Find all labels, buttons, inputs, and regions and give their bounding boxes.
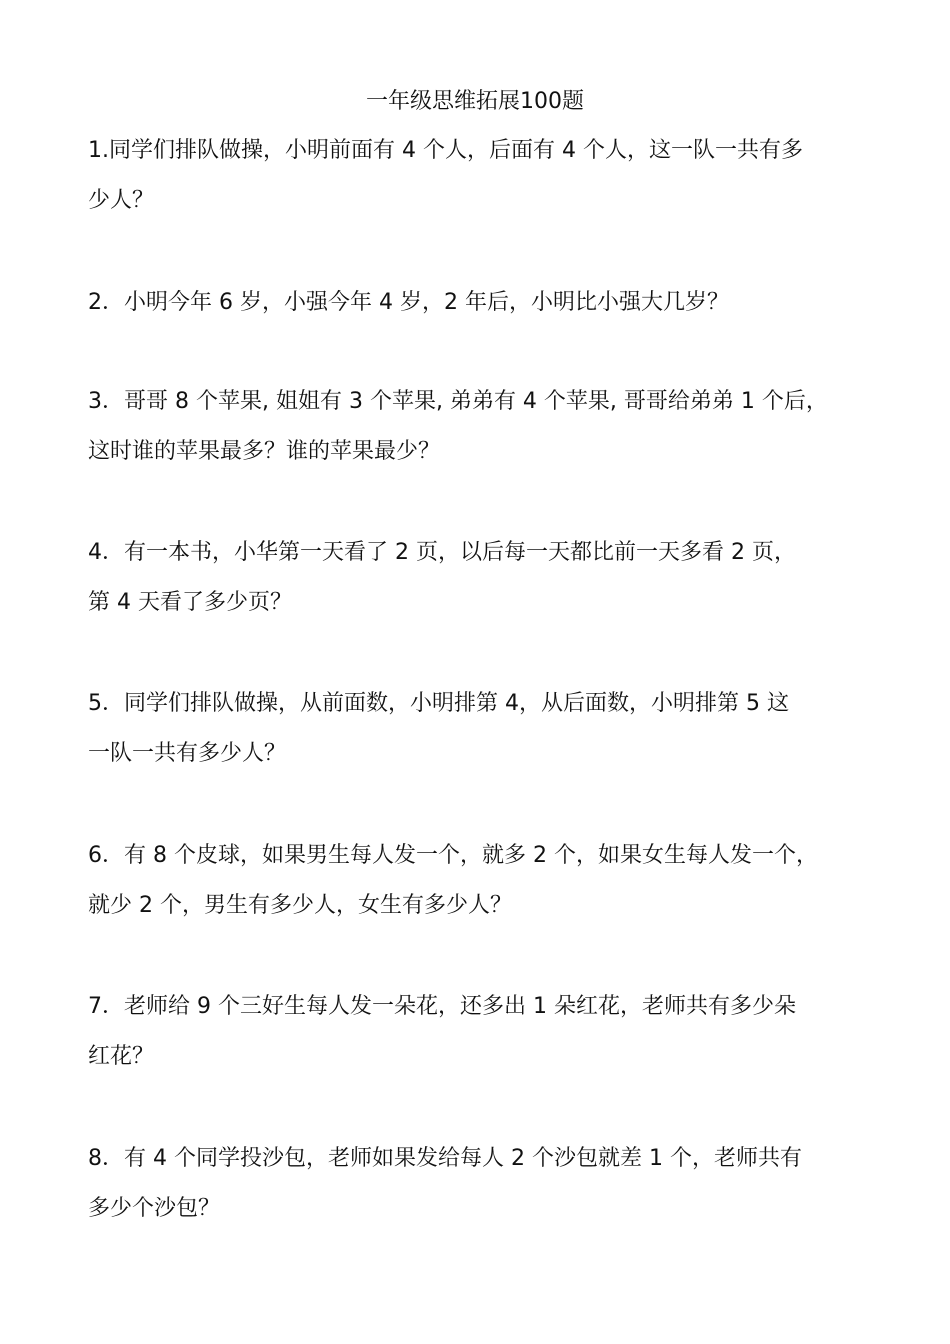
page-title: 一年级思维拓展100题 — [366, 89, 584, 114]
question-1: 1.同学们排队做操，小明前面有 4 个人，后面有 4 个人，这一队一共有多 少人？ — [88, 138, 803, 213]
question-6: 6．有 8 个皮球，如果男生每人发一个，就多 2 个，如果女生每人发一个， 就少 2 个，男生有多少人，女生有多少人？ — [88, 843, 818, 918]
question-5: 5．同学们排队做操，从前面数，小明排第 4，从后面数，小明排第 5 这 一队一共有多少人？ — [88, 691, 789, 766]
question-2: 2．小明今年 6 岁，小强今年 4 岁，2 年后，小明比小强大几岁？ — [88, 290, 729, 315]
question-3: 3．哥哥 8 个苹果, 姐姐有 3 个苹果, 弟弟有 4 个苹果, 哥哥给弟弟 1 个后， 这时谁的苹果最多？谁的苹果最少？ — [88, 389, 828, 464]
question-8: 8．有 4 个同学投沙包，老师如果发给每人 2 个沙包就差 1 个，老师共有 多少个沙包？ — [88, 1146, 802, 1221]
question-4: 4．有一本书，小华第一天看了 2 页，以后每一天都比前一天多看 2 页， 第 4 天看了多少页？ — [88, 540, 796, 615]
question-7: 7．老师给 9 个三好生每人发一朵花，还多出 1 朵红花，老师共有多少朵 红花？ — [88, 994, 796, 1069]
